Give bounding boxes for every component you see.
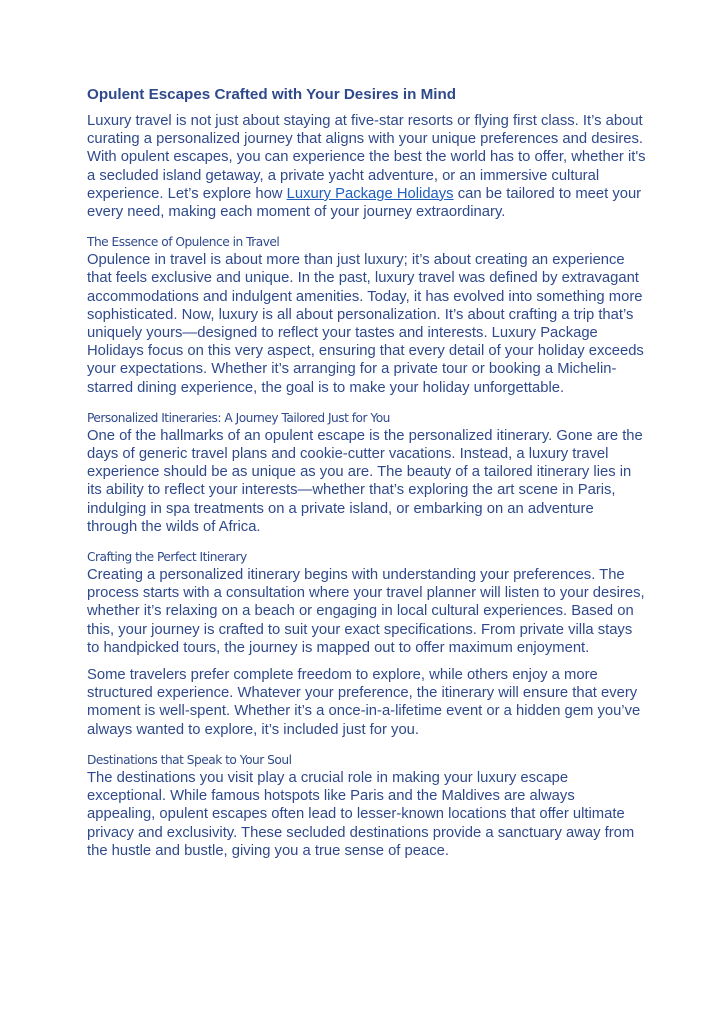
section-paragraph-crafting-itinerary-2: Some travelers prefer complete freedom to explore, while others enjoy a more structured experience. Whatever your preference, the itinerary will ensure that every moment is well-spent. Whether it’s a once-in-a-lifetime event or a hidden gem you’ve always wanted to explore, it’s included just for you. (87, 667, 641, 738)
section-paragraph-destinations: The destinations you visit play a crucial role in making your luxury escape exceptional. While famous hotspots like Paris and the Maldives are always appealing, opulent escapes often lead to lesser-known locations that offer ultimate privacy and exclusivity. These secluded destinations provide a sanctuary away from the hustle and bustle, giving you a true sense of peace. (87, 769, 635, 859)
section-heading-essence: The Essence of Opulence in Travel (87, 235, 280, 250)
section-paragraph-personalized-itineraries: One of the hallmarks of an opulent escape is the personalized itinerary. Gone are the days of generic travel plans and cookie-cutter vacations. Instead, a luxury travel experience should be as unique as you are. The beauty of a tailored itinerary lies in its ability to reflect your interests—whether that’s exploring the art scene in Paris, indulging in spa treatments on a private island, or embarking on an adventure through the wilds of Africa. (87, 427, 643, 535)
section-heading-personalized-itineraries: Personalized Itineraries: A Journey Tailored Just for You (87, 410, 390, 425)
luxury-package-holidays-link[interactable]: Luxury Package Holidays (286, 185, 454, 202)
section-heading-destinations: Destinations that Speak to Your Soul (87, 752, 292, 767)
section-paragraph-crafting-itinerary-1: Creating a personalized itinerary begins with understanding your preferences. The process starts with a consultation where your travel planner will listen to your desires, whether it’s relaxing on a beach or engaging in local cultural experiences. Based on this, your journey is crafted to suit your exact specifications. From private villa stays to handpicked tours, the journey is mapped out to offer maximum enjoyment. (87, 567, 645, 656)
intro-text-before-link: Luxury travel is not just about staying at five-star resorts or flying first class. It’s about curating a personalized journey that aligns with your unique preferences and desires. With opulent escapes, you can experience the best the world has to offer, whether it's a secluded island getaway, a private yacht adventure, or an immersive cultural experience. Let’s explore how (87, 113, 646, 202)
intro-paragraph (87, 112, 647, 221)
page-title: Opulent Escapes Crafted with Your Desires in Mind (87, 86, 457, 103)
section-heading-crafting-itinerary: Crafting the Perfect Itinerary (87, 550, 247, 565)
document-body (87, 86, 647, 860)
section-paragraph-essence: Opulence in travel is about more than just luxury; it’s about creating an experience that feels exclusive and unique. In the past, luxury travel was defined by extravagant accommodations and indulgent amenities. Today, it has evolved into something more sophisticated. Now, luxury is all about personalization. It’s about crafting a trip that’s uniquely yours—designed to reflect your tastes and interests. Luxury Package Holidays focus on this very aspect, ensuring that every detail of your holiday exceeds your expectations. Whether it’s arranging for a private tour or booking a Michelin-starred dining experience, the goal is to make your holiday unforgettable. (87, 252, 644, 396)
intro-text-after-link: can be tailored to meet your every need, making each moment of your journey extraordinary. (87, 185, 642, 221)
